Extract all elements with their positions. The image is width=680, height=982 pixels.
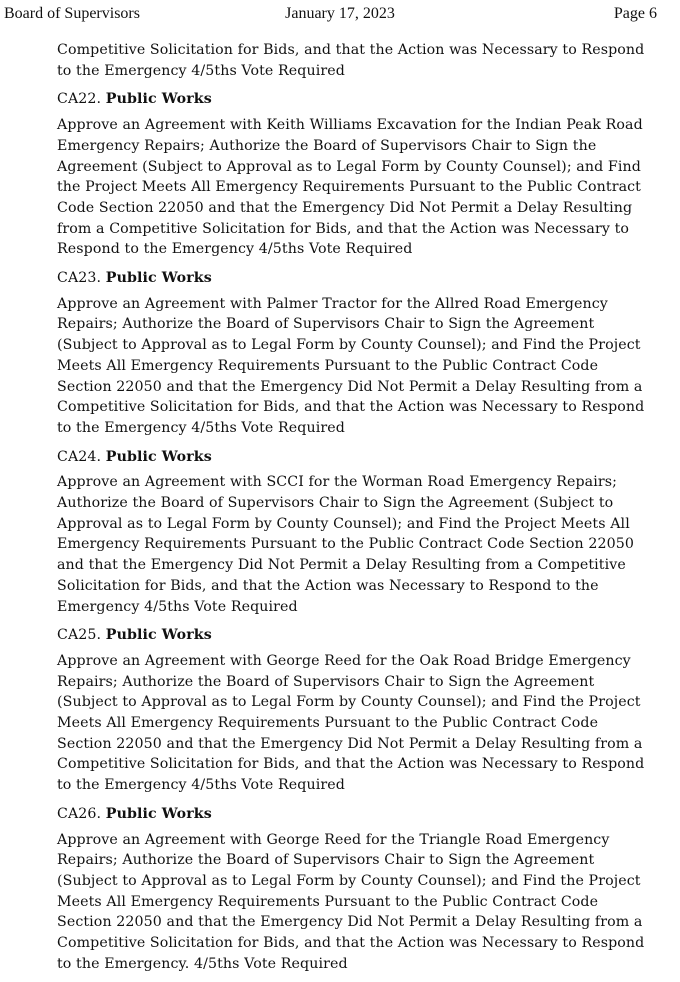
text-line: from a Competitive Solicitation for Bids, and that the Action was Necessary to xyxy=(57,220,630,237)
text-line: Section 22050 and that the Emergency Did Not Permit a Delay Resulting from a xyxy=(57,914,643,931)
text-line: Repairs; Authorize the Board of Supervisors Chair to Sign the Agreement xyxy=(57,316,595,333)
text-line: Competitive Solicitation for Bids, and that the Action was Necessary to Respond xyxy=(57,935,645,952)
agenda-item-ca22 xyxy=(57,89,661,260)
text-line: Section 22050 and that the Emergency Did Not Permit a Delay Resulting from a xyxy=(57,735,643,752)
text-line: (Subject to Approval as to Legal Form by County Counsel); and Find the Project xyxy=(57,694,641,711)
text-line: Meets All Emergency Requirements Pursuant to the Public Contract Code xyxy=(57,715,599,732)
text-line: Emergency 4/5ths Vote Required xyxy=(57,598,298,615)
agenda-item-ca24 xyxy=(57,447,661,618)
agenda-content xyxy=(57,40,661,974)
text-line: to the Emergency 4/5ths Vote Required xyxy=(57,777,345,794)
item-description xyxy=(57,115,661,260)
text-line: Repairs; Authorize the Board of Supervisors Chair to Sign the Agreement xyxy=(57,673,595,690)
item-department: Public Works xyxy=(105,448,212,465)
text-line: Competitive Solicitation for Bids, and that the Action was Necessary to Respond xyxy=(57,42,645,58)
text-line: Competitive Solicitation for Bids, and that the Action was Necessary to Respond xyxy=(57,399,645,416)
item-heading xyxy=(57,268,661,289)
item-department: Public Works xyxy=(105,627,212,644)
text-line: to the Emergency 4/5ths Vote Required xyxy=(57,419,345,436)
text-line: Emergency Repairs; Authorize the Board of Supervisors Chair to Sign the xyxy=(57,137,597,154)
item-code: CA25. xyxy=(57,627,102,644)
text-line: Meets All Emergency Requirements Pursuant to the Public Contract Code xyxy=(57,357,599,374)
text-line: Approval as to Legal Form by County Counsel); and Find the Project Meets All xyxy=(57,515,630,532)
item-department: Public Works xyxy=(105,91,212,108)
header-date: January 17, 2023 xyxy=(285,5,395,22)
agenda-item-ca26 xyxy=(57,804,661,975)
text-line: Code Section 22050 and that the Emergency Did Not Permit a Delay Resulting xyxy=(57,199,633,216)
item-description xyxy=(57,830,661,975)
item-department: Public Works xyxy=(105,805,212,822)
text-line: Approve an Agreement with George Reed for the Triangle Road Emergency xyxy=(57,831,610,848)
item-code: CA26. xyxy=(57,805,102,822)
text-line: Repairs; Authorize the Board of Supervisors Chair to Sign the Agreement xyxy=(57,852,595,869)
text-line: and that the Emergency Did Not Permit a Delay Resulting from a Competitive xyxy=(57,557,626,574)
text-line: Section 22050 and that the Emergency Did Not Permit a Delay Resulting from a xyxy=(57,378,643,395)
text-line: to the Emergency 4/5ths Vote Required xyxy=(57,62,345,79)
item-code: CA22. xyxy=(57,91,102,108)
page-header xyxy=(0,4,680,24)
text-line: Approve an Agreement with Palmer Tractor for the Allred Road Emergency xyxy=(57,295,608,312)
item-heading xyxy=(57,804,661,825)
agenda-item-ca25 xyxy=(57,625,661,796)
item-description xyxy=(57,651,661,796)
item-code: CA24. xyxy=(57,448,102,465)
item-description xyxy=(57,472,661,617)
header-board-name: Board of Supervisors xyxy=(4,5,140,22)
text-line: to the Emergency. 4/5ths Vote Required xyxy=(57,955,348,972)
item-heading xyxy=(57,625,661,646)
item-code: CA23. xyxy=(57,270,102,287)
text-line: Meets All Emergency Requirements Pursuant to the Public Contract Code xyxy=(57,893,599,910)
text-line: (Subject to Approval as to Legal Form by County Counsel); and Find the Project xyxy=(57,337,641,354)
item-department: Public Works xyxy=(105,270,212,287)
text-line: (Subject to Approval as to Legal Form by County Counsel); and Find the Project xyxy=(57,872,641,889)
item-heading xyxy=(57,89,661,110)
text-line: Solicitation for Bids, and that the Action was Necessary to Respond to the xyxy=(57,577,599,594)
agenda-item-ca23 xyxy=(57,268,661,439)
header-page-number: Page 6 xyxy=(613,5,657,22)
text-line: Approve an Agreement with SCCI for the Worman Road Emergency Repairs; xyxy=(57,474,618,491)
item-heading xyxy=(57,447,661,468)
text-line: Agreement (Subject to Approval as to Legal Form by County Counsel); and Find xyxy=(57,158,641,175)
text-line: Authorize the Board of Supervisors Chair to Sign the Agreement (Subject to xyxy=(57,495,614,512)
text-line: Approve an Agreement with George Reed for the Oak Road Bridge Emergency xyxy=(57,652,631,669)
item-description xyxy=(57,294,661,439)
text-line: Competitive Solicitation for Bids, and that the Action was Necessary to Respond xyxy=(57,756,645,773)
continued-item-text xyxy=(57,40,661,81)
text-line: Approve an Agreement with Keith Williams Excavation for the Indian Peak Road xyxy=(57,117,643,134)
text-line: the Project Meets All Emergency Requirements Pursuant to the Public Contract xyxy=(57,179,641,196)
text-line: Emergency Requirements Pursuant to the Public Contract Code Section 22050 xyxy=(57,536,634,553)
text-line: Respond to the Emergency 4/5ths Vote Required xyxy=(57,241,413,258)
